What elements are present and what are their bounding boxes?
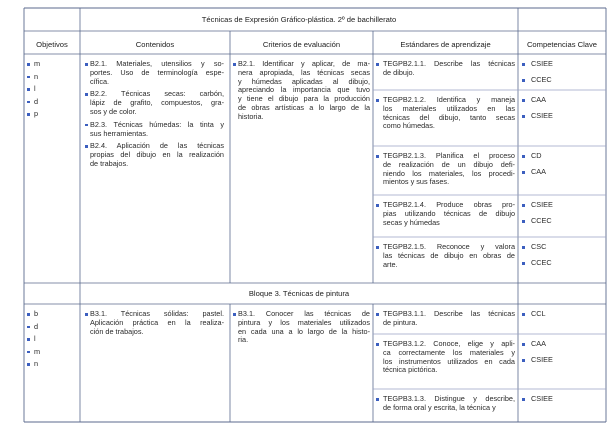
bullet-marker (376, 99, 379, 102)
objetivo-item: n (34, 359, 39, 368)
bullet-marker (85, 313, 88, 316)
estandar-line: de pintura. (383, 317, 418, 327)
estandar-line: TEGPB3.1.3. Distingue y describe, (383, 394, 515, 403)
criterio-line: historia. (238, 111, 264, 121)
bullet-marker (233, 313, 236, 316)
estandar-line: ca correctamente los materiales y (383, 347, 515, 357)
competencia-item: CSIEE (531, 394, 553, 403)
bullet-marker (376, 343, 379, 346)
estandar-line: secas y húmedas (383, 217, 440, 227)
bullet-marker (522, 99, 525, 102)
bullet-marker (522, 246, 525, 249)
bullet-marker (376, 204, 379, 207)
objetivo-item: n (34, 71, 39, 81)
bullet-marker (376, 155, 379, 158)
estandar-line: TEGPB2.1.2. Identifica y maneja (383, 95, 515, 104)
header-contenidos: Contenidos (135, 40, 175, 49)
bullet-marker (27, 313, 30, 316)
objetivo-item: b (34, 309, 39, 318)
estandar-line: los materiales utilizados en las (383, 103, 515, 113)
contenido-line: B2.4. Aplicación de las técnicas (90, 141, 224, 151)
competencia-item: CCEC (531, 216, 552, 225)
bullet-marker (522, 359, 525, 362)
bullet-marker (522, 63, 525, 66)
objetivo-item: d (34, 321, 39, 331)
criterio-line: y húmedas aplicadas al dibujo, (238, 76, 370, 86)
objetivo-item: m (34, 59, 41, 68)
estandar-line: de forma oral y escrita, la técnica y (383, 402, 496, 412)
criterio-line: y tiene el dibujo para la producción (238, 94, 370, 104)
header-criterios: Criterios de evaluación (262, 40, 341, 49)
competencia-item: CAA (531, 167, 547, 176)
criterio-line: nera apropiada, las técnicas secas (238, 67, 370, 77)
competencia-item: CCEC (531, 75, 552, 84)
contenido-line: B2.3. Técnicas húmedas: la tinta y (90, 119, 224, 129)
estandar-line: TEGPB3.1.2. Conoce, elige y apli- (383, 339, 515, 348)
criterio-line: en cada una a lo largo de la histo- (238, 326, 370, 336)
contenido-line: lápiz de grafito, compuestos, gra- (90, 98, 224, 108)
estandar-line: técnica pictórica. (383, 365, 438, 375)
contenido-line: portes. Uso de terminología espe- (90, 67, 224, 77)
estandar-line: TEGPB2.1.1. Describe las técnicas (383, 59, 515, 68)
criterio-line: pintura y los materiales utilizados (238, 317, 370, 327)
header-competencias: Competencias Clave (526, 40, 598, 49)
contenido-line: sus herramientas. (90, 128, 148, 138)
bullet-marker (376, 398, 379, 401)
bullet-marker (27, 101, 30, 104)
bullet-marker (85, 124, 88, 127)
estandar-line: técnicas del dibujo, tanto secas (383, 112, 515, 122)
criterio-line: ria. (238, 335, 249, 345)
bullet-marker (27, 351, 30, 354)
estandar-line: TEGPB2.1.4. Produce obras pro- (383, 200, 515, 209)
contenido-line: Aplicación práctica en la realiza- (90, 317, 224, 327)
estandar-line: TEGPB2.1.3. Planifica el proceso (383, 151, 515, 160)
contenido-line: B2.1. Materiales, utensilios y so- (90, 59, 224, 68)
objetivo-item: m (34, 346, 41, 356)
competencia-item: CCL (531, 309, 546, 318)
estandar-line: de realización de un dibujo defi- (383, 159, 515, 169)
competencia-item: CSIEE (531, 355, 553, 364)
bullet-marker (522, 343, 525, 346)
competencia-item: CSIEE (531, 59, 553, 68)
block2-title: Técnicas de Expresión Gráfico-plástica. 2º de bachillerato (201, 15, 397, 24)
competencia-item: CSIEE (531, 200, 553, 209)
bullet-marker (233, 63, 236, 66)
estandar-line: los instrumentos utilizados en cada (383, 356, 515, 366)
header-objetivos: Objetivos (36, 40, 68, 49)
competencia-item: CCEC (531, 258, 552, 267)
bullet-marker (376, 246, 379, 249)
estandar-line: las técnicas de dibujo en obras de (383, 250, 515, 260)
criterio-line: B3.1. Conocer las técnicas de (238, 309, 370, 318)
bullet-marker (522, 220, 525, 223)
estandar-line: como húmedas. (383, 121, 435, 131)
contenido-line: sos y de color. (90, 107, 137, 116)
contenido-line: B2.2. Técnicas secas: carbón, (90, 89, 224, 99)
competencia-item: CD (531, 151, 542, 160)
bullet-marker (27, 326, 30, 329)
bullet-marker (522, 171, 525, 174)
objetivo-item: d (34, 96, 39, 106)
bullet-marker (522, 155, 525, 158)
contenido-line: ción de trabajos. (90, 326, 144, 336)
competencia-item: CSC (531, 242, 547, 251)
bullet-marker (85, 145, 88, 148)
objetivo-item: p (34, 109, 39, 118)
bullet-marker (85, 93, 88, 96)
estandar-line: de dibujo. (383, 67, 415, 77)
bullet-marker (27, 76, 30, 79)
estandar-line: TEGPB3.1.1. Describe las técnicas (383, 309, 515, 318)
estandar-line: niendo los materiales, los procedi- (383, 168, 515, 178)
objetivo-item: l (34, 84, 36, 93)
bullet-marker (376, 63, 379, 66)
estandar-line: arte. (383, 259, 398, 269)
criterio-line: B2.1. Identificar y aplicar, de ma- (238, 59, 370, 68)
estandar-line: pias utilizando técnicas de dibujo (383, 208, 515, 218)
bullet-marker (27, 88, 30, 91)
bullet-marker (376, 313, 379, 316)
objetivo-item: l (34, 334, 36, 343)
bullet-marker (522, 313, 525, 316)
contenido-line: propias del dibujo en la realización (90, 150, 224, 160)
competencia-item: CAA (531, 339, 547, 348)
bullet-marker (522, 398, 525, 401)
contenido-line: de trabajos. (90, 159, 129, 168)
criterio-line: de obras artísticas a lo largo de la (238, 103, 370, 112)
estandar-line: TEGPB2.1.5. Reconoce y valora (383, 242, 515, 251)
bullet-marker (522, 115, 525, 118)
criterio-line: apreciando la importancia que tuvo (238, 85, 370, 95)
bullet-marker (27, 338, 30, 341)
competencia-item: CSIEE (531, 111, 553, 120)
contenido-line: cífica. (90, 76, 110, 86)
block3-title: Bloque 3. Técnicas de pintura (248, 289, 350, 298)
contenido-line: B3.1. Técnicas sólidas: pastel. (90, 309, 224, 318)
header-estandares: Estándares de aprendizaje (400, 40, 491, 49)
bullet-marker (522, 79, 525, 82)
competencia-item: CAA (531, 95, 547, 104)
bullet-marker (27, 363, 30, 366)
bullet-marker (27, 63, 30, 66)
bullet-marker (27, 113, 30, 116)
bullet-marker (85, 63, 88, 66)
bullet-marker (522, 262, 525, 265)
bullet-marker (522, 204, 525, 207)
estandar-line: mientos y sus fases. (383, 177, 450, 187)
